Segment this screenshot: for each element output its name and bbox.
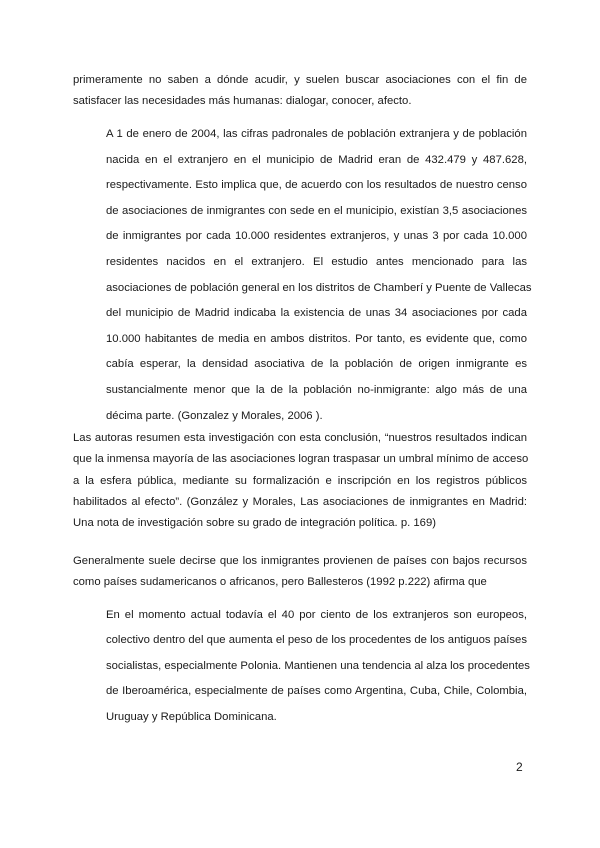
text-line: nacida en el extranjero en el municipio de Madrid eran de 432.479 y 487.628,	[106, 153, 527, 166]
text-line: Uruguay y República Dominicana.	[106, 710, 277, 723]
text-line: residentes nacidos en el extranjero. El estudio antes mencionado para las	[106, 255, 527, 268]
text-line: como países sudamericanos o africanos, pero Ballesteros (1992 p.222) afirma que	[73, 576, 487, 588]
text-line: décima parte. (Gonzalez y Morales, 2006 ).	[106, 409, 323, 422]
body-paragraph	[73, 70, 527, 112]
page-number: 2	[516, 760, 523, 774]
text-line: 10.000 habitantes de media en ambos distritos. Por tanto, es evidente que, como	[106, 332, 527, 345]
text-line: colectivo dentro del que aumenta el peso de los procedentes de los antiguos países	[106, 634, 527, 647]
text-line: habilitados al efecto”. (González y Morales, Las asociaciones de inmigrantes en Madrid:	[73, 495, 527, 508]
text-line: del municipio de Madrid indicaba la existencia de unas 34 asociaciones por cada	[106, 307, 527, 320]
text-line: de Iberoamérica, especialmente de países como Argentina, Cuba, Chile, Colombia,	[106, 685, 527, 698]
text-line: A 1 de enero de 2004, las cifras padronales de población extranjera y de población	[106, 128, 527, 140]
body-paragraph	[73, 551, 527, 593]
text-line: cabía esperar, la densidad asociativa de la población de origen inmigrante es	[106, 358, 527, 371]
text-line: socialistas, especialmente Polonia. Mantienen una tendencia al alza los procedentes	[106, 659, 530, 672]
text-line: a la esfera pública, mediante su formalización e inscripción en los registros públicos	[73, 474, 527, 487]
text-line: Una nota de investigación sobre su grado de integración política. p. 169)	[73, 517, 436, 530]
block-quote	[106, 603, 530, 730]
text-line: sustancialmente menor que la de la población no-inmigrante: algo más de una	[106, 383, 527, 396]
body-paragraph	[73, 428, 527, 534]
text-line: de inmigrantes por cada 10.000 residentes extranjeros, y unas 3 por cada 10.000	[106, 230, 527, 243]
text-line: En el momento actual todavía el 40 por ciento de los extranjeros son europeos,	[106, 609, 527, 621]
text-line: primeramente no saben a dónde acudir, y suelen buscar asociaciones con el fin de	[73, 74, 527, 86]
text-line: Las autoras resumen esta investigación con esta conclusión, “nuestros resultados indican	[73, 432, 527, 444]
text-line: asociaciones de población general en los distritos de Chamberí y Puente de Vallecas	[106, 281, 532, 294]
text-line: de asociaciones de inmigrantes con sede en el municipio, existían 3,5 asociaciones	[106, 204, 527, 217]
text-line: satisfacer las necesidades más humanas: dialogar, conocer, afecto.	[73, 95, 412, 107]
block-quote	[106, 122, 532, 429]
text-line: que la inmensa mayoría de las asociaciones logran traspasar un umbral mínimo de acceso	[73, 453, 529, 466]
text-line: Generalmente suele decirse que los inmigrantes provienen de países con bajos recursos	[73, 555, 527, 567]
text-line: respectivamente. Esto implica que, de acuerdo con los resultados de nuestro censo	[106, 179, 527, 192]
